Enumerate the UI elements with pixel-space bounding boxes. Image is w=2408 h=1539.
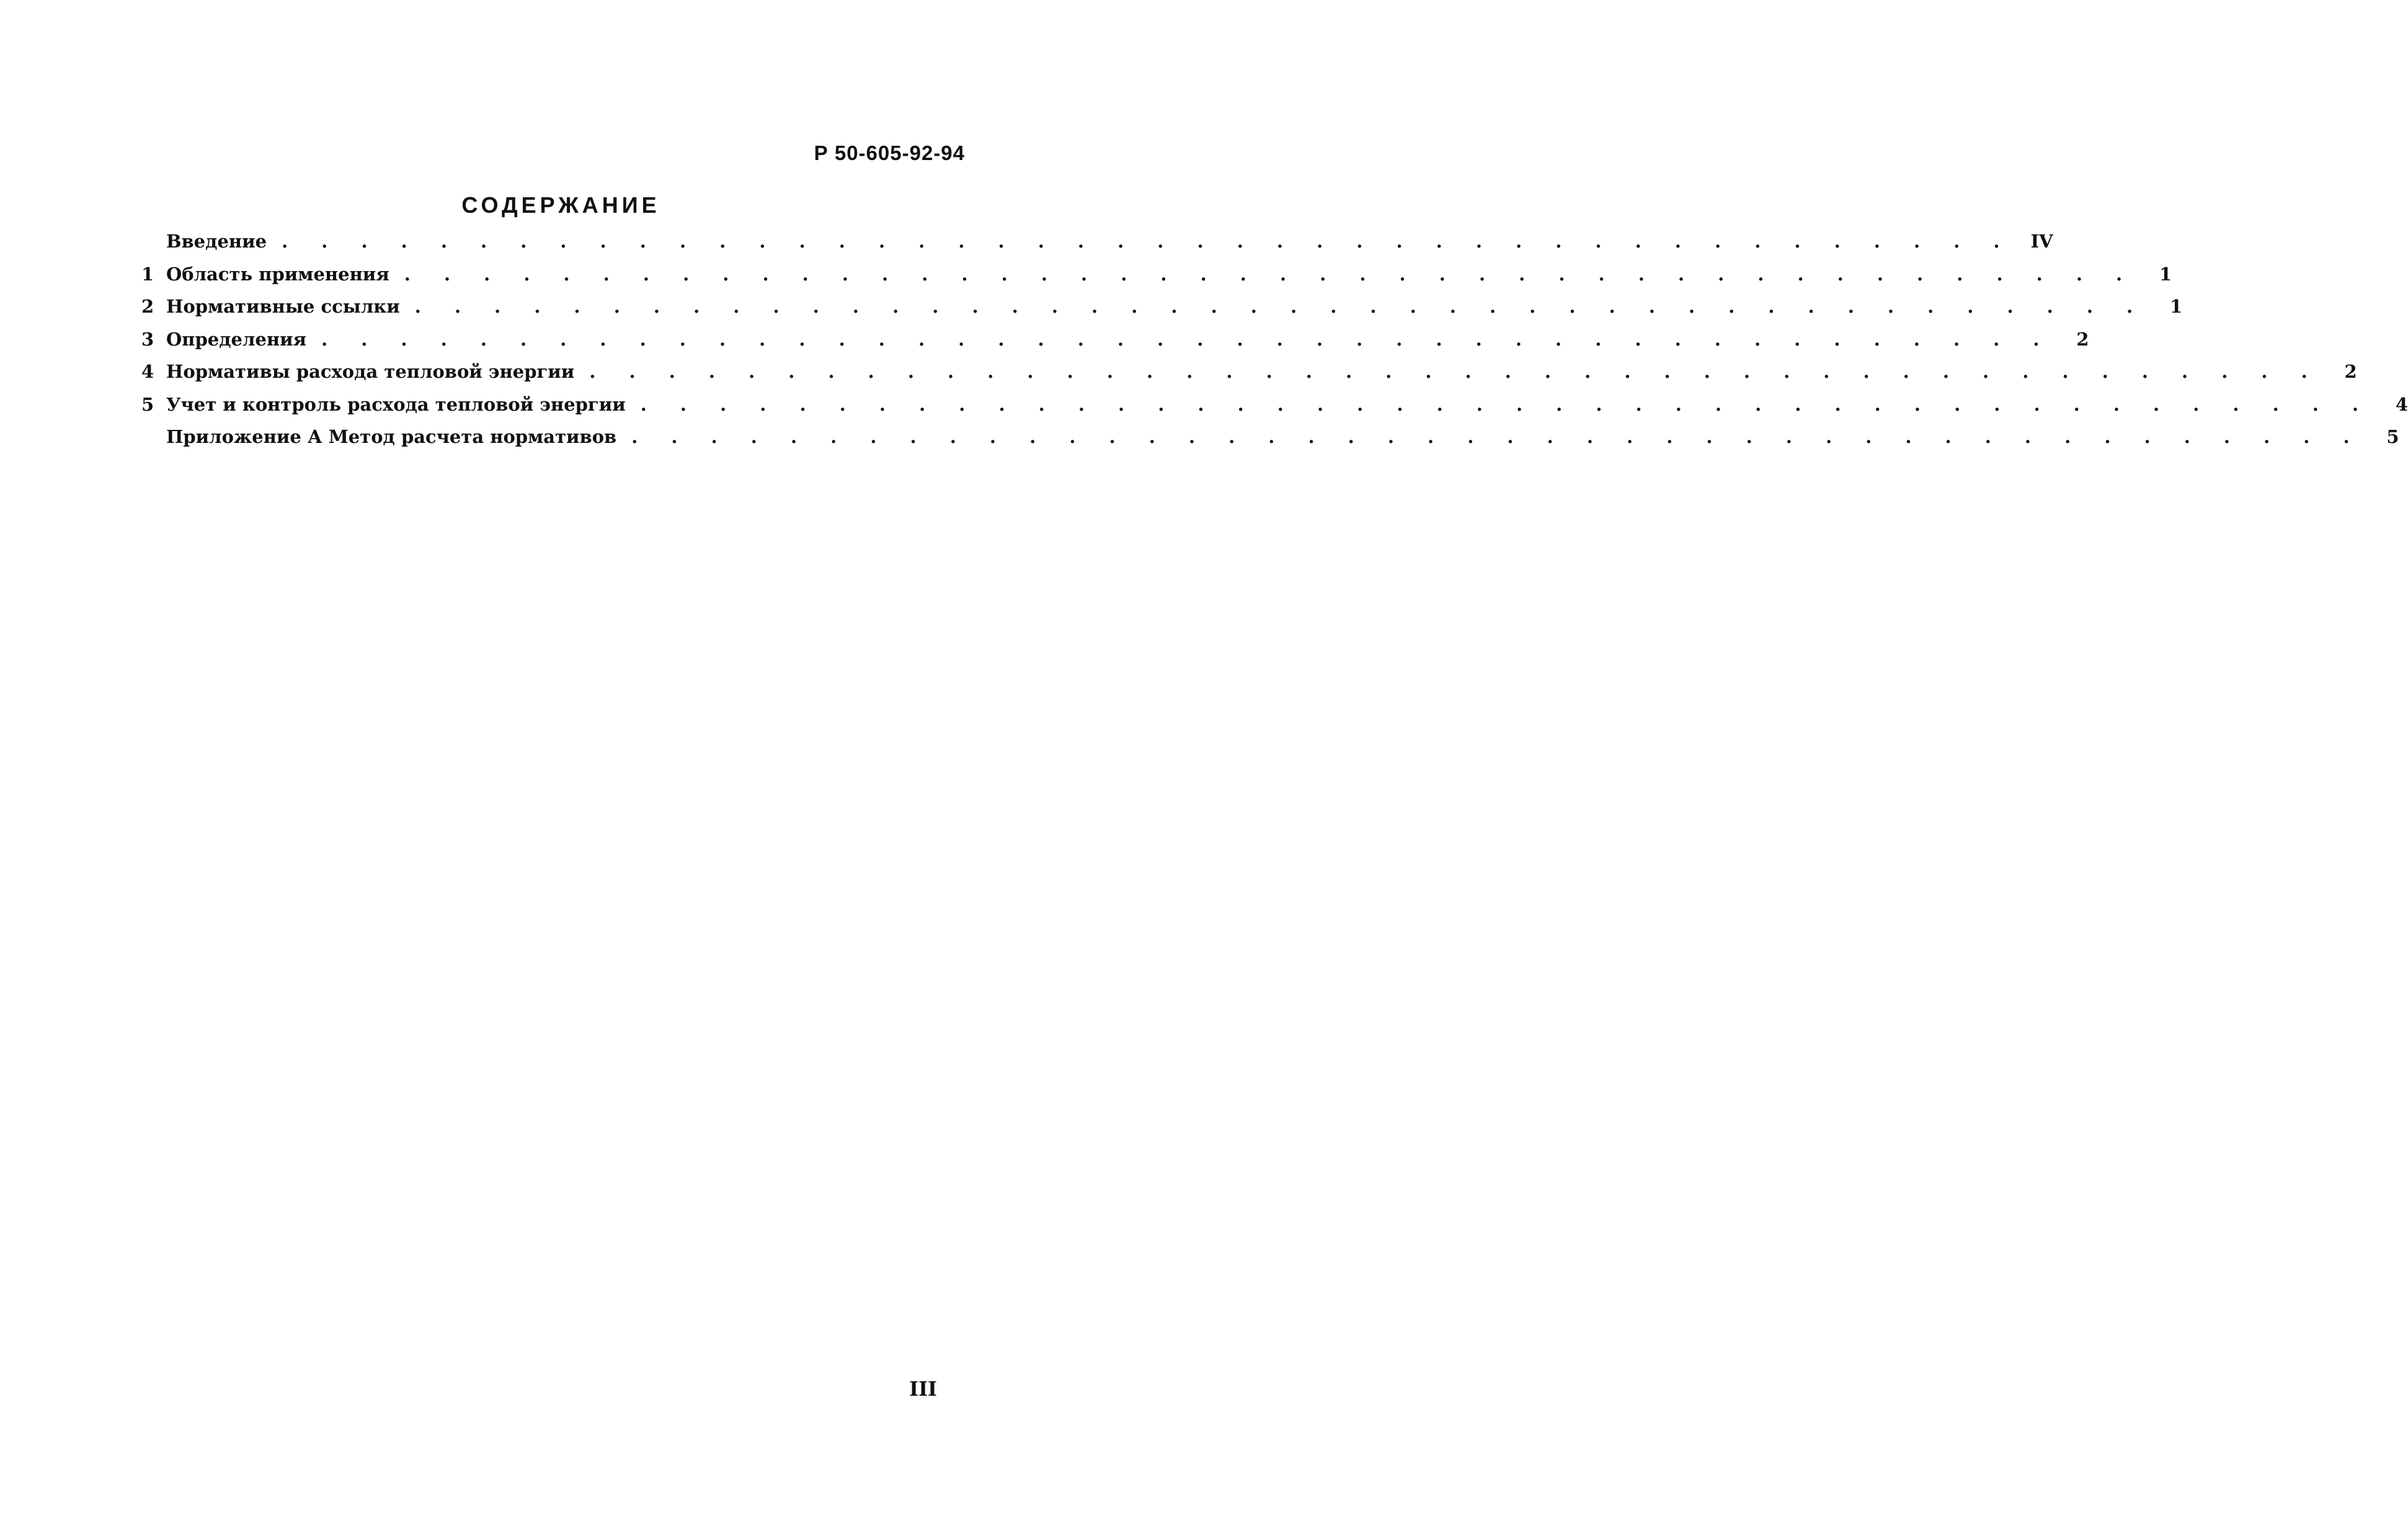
toc-item-scope[interactable] [141,263,2172,297]
toc-item-label: Область применения [166,263,389,285]
toc-item-accounting[interactable] [141,393,2408,427]
toc-item-introduction[interactable] [141,231,2053,264]
toc-item-page: 1 [2159,263,2172,285]
toc-item-references[interactable] [141,296,2183,329]
toc-leader-dots: . . . . . . . . . . . . . . . . . . . . . . . . . . . . . . . . . . . . . . . . . . . . [589,361,2321,382]
toc-leader-dots: . . . . . . . . . . . . . . . . . . . . . . . . . . . . . . . . . . . . . . . . . . . . [321,328,2053,350]
toc-item-label: Определения [166,328,307,350]
toc-item-page: 2 [2076,328,2089,350]
document-code: Р 50-605-92-94 [814,141,965,164]
toc-item-appendix-a[interactable] [141,426,2399,459]
table-of-contents [141,231,2408,459]
toc-item-norms[interactable] [141,361,2357,394]
toc-item-page: 2 [2344,361,2357,382]
toc-leader-dots: . . . . . . . . . . . . . . . . . . . . . . . . . . . . . . . . . . . . . . . . . . . . [414,296,2147,317]
toc-item-label: Нормативы расхода тепловой энергии [166,361,575,382]
toc-item-label: Нормативные ссылки [166,296,400,317]
toc-item-page: 1 [2169,296,2183,317]
page-number: III [909,1377,937,1401]
toc-leader-dots: . . . . . . . . . . . . . . . . . . . . . . . . . . . . . . . . . . . . . . . . . . . . [631,426,2363,447]
toc-item-label: Учет и контроль расхода тепловой энергии [166,393,626,415]
toc-leader-dots: . . . . . . . . . . . . . . . . . . . . . . . . . . . . . . . . . . . . . . . . . . . . [404,263,2136,285]
toc-item-number: 2 [141,296,154,317]
toc-item-number: 4 [141,361,154,382]
toc-title: СОДЕРЖАНИЕ [461,192,660,218]
toc-leader-dots: . . . . . . . . . . . . . . . . . . . . . . . . . . . . . . . . . . . . . . . . . . . . [282,231,2014,252]
toc-item-definitions[interactable] [141,328,2089,362]
toc-item-label: Приложение А Метод расчета нормативов [166,426,617,447]
toc-item-page: 5 [2386,426,2399,447]
toc-item-number: 3 [141,328,154,350]
toc-item-number: 5 [141,393,154,415]
toc-item-label: Введение [166,231,267,252]
toc-item-page: 4 [2395,393,2408,415]
toc-item-number: 1 [141,263,154,285]
toc-leader-dots: . . . . . . . . . . . . . . . . . . . . . . . . . . . . . . . . . . . . . . . . . . . . [640,393,2373,415]
toc-item-page: IV [2030,231,2053,252]
